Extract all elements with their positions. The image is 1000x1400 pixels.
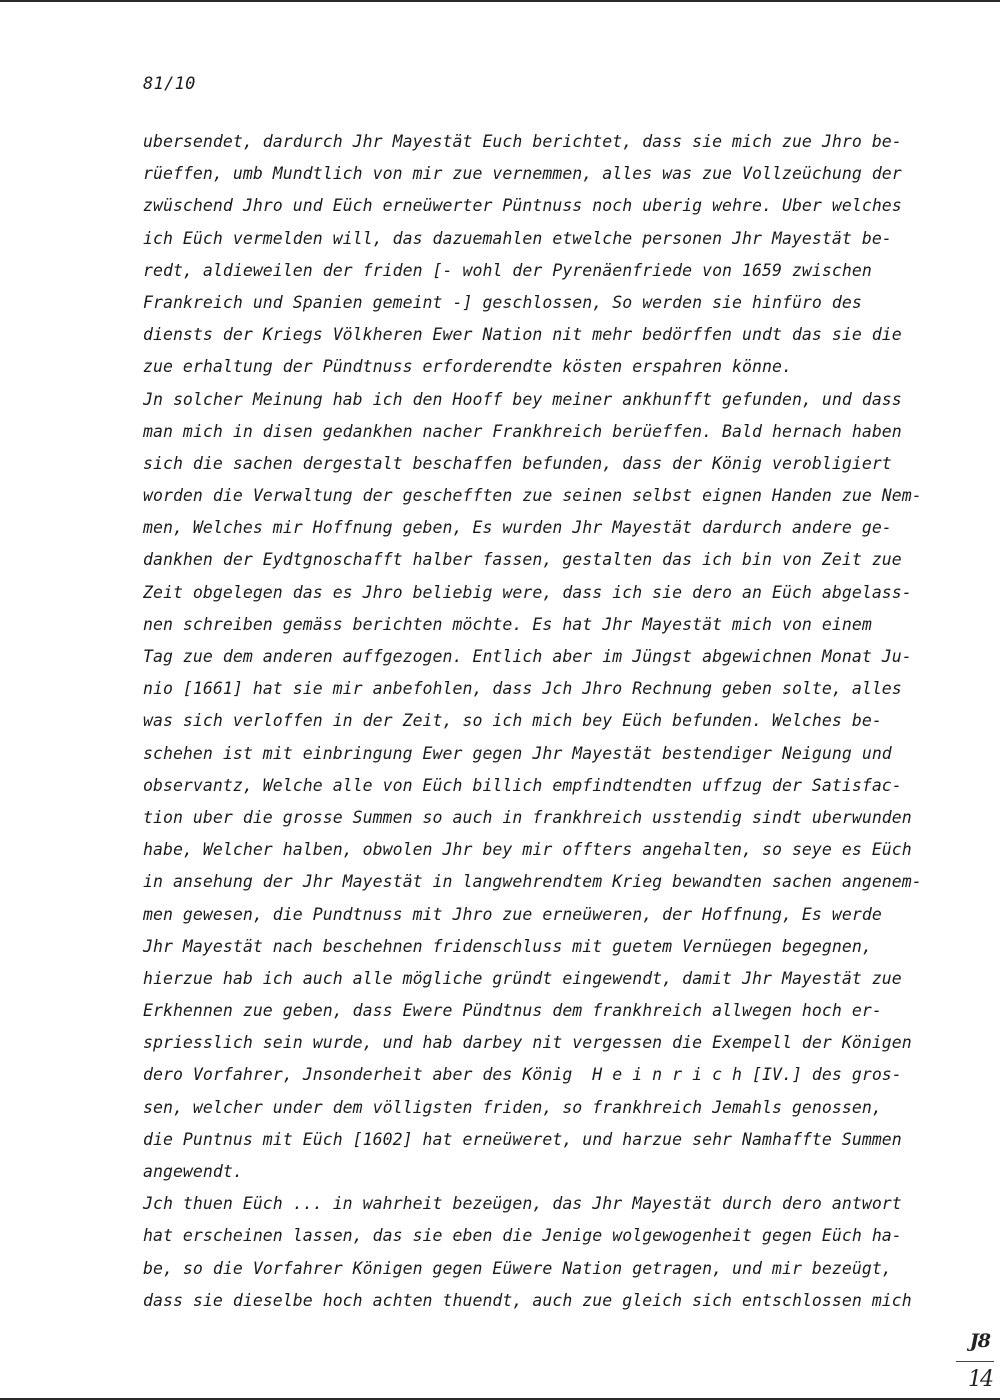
text-line-24: in ansehung der Jhr Mayestät in langwehrendtem Krieg bewandten sachen angenem-: [143, 872, 922, 892]
archive-stamp: [954, 1330, 994, 1392]
text-line-10: man mich in disen gedankhen nacher Frankhreich berüeffen. Bald hernach haben: [143, 421, 902, 441]
document-body: [143, 126, 933, 1317]
text-line-35: hat erscheinen lassen, das sie eben die Jenige wolgewogenheit gegen Eüch ha-: [143, 1226, 902, 1246]
text-line-32: die Puntnus mit Eüch [1602] hat erneüweret, und harzue sehr Namhaffte Summen: [143, 1129, 902, 1149]
text-line-17: Tag zue dem anderen auffgezogen. Entlich aber im Jüngst abgewichnen Monat Ju-: [143, 647, 912, 666]
text-line-25: men gewesen, die Pundtnuss mit Jhro zue erneüweren, der Hoffnung, Es werde: [143, 904, 882, 924]
text-line-28: Erkhennen zue geben, dass Ewere Pündtnus dem frankhreich allwegen hoch er-: [143, 1001, 882, 1021]
archive-stamp-divider: [956, 1361, 994, 1362]
text-line-8: zue erhaltung der Pündtnuss erforderendte kösten erspahren könne.: [143, 357, 792, 377]
text-line-18: nio [1661] hat sie mir anbefohlen, dass Jch Jhro Rechnung geben solte, alles: [143, 679, 902, 699]
text-line-31: sen, welcher under dem völligsten friden, so frankhreich Jemahls genossen,: [143, 1097, 882, 1117]
text-line-29: spriesslich sein wurde, und hab darbey nit vergessen die Exempell der Königen: [143, 1033, 912, 1053]
text-line-36: be, so die Vorfahrer Königen gegen Eüwere Nation getragen, und mir bezeügt,: [143, 1258, 892, 1278]
text-line-5: redt, aldieweilen der friden [- wohl der Pyrenäenfriede von 1659 zwischen: [143, 260, 872, 280]
archive-stamp-top: J8: [969, 1330, 990, 1352]
text-line-34: Jch thuen Eüch ... in wahrheit bezeügen, das Jhr Mayestät durch dero antwort: [143, 1194, 902, 1214]
text-line-33: angewendt.: [143, 1162, 243, 1181]
text-line-9: Jn solcher Meinung hab ich den Hooff bey meiner ankhunfft gefunden, und dass: [143, 389, 902, 409]
text-line-26: Jhr Mayestät nach beschehnen fridenschluss mit guetem Vernüegen begegnen,: [143, 936, 872, 956]
text-line-12: worden die Verwaltung der geschefften zue seinen selbst eignen Handen zue Nem-: [143, 486, 922, 506]
text-line-37: dass sie dieselbe hoch achten thuendt, auch zue gleich sich entschlossen mich: [143, 1290, 912, 1310]
text-line-13: men, Welches mir Hoffnung geben, Es wurden Jhr Mayestät dardurch andere ge-: [143, 518, 892, 538]
page-number: 81/10: [143, 74, 196, 94]
text-line-2: rüeffen, umb Mundtlich von mir zue vernemmen, alles was zue Vollzeüchung der: [143, 164, 902, 184]
text-line-30: dero Vorfahrer, Jnsonderheit aber des König H e i n r i c h [IV.] des gros-: [143, 1065, 902, 1085]
text-line-6: Frankreich und Spanien gemeint -] geschlossen, So werden sie hinfüro des: [143, 292, 862, 312]
text-line-20: schehen ist mit einbringung Ewer gegen Jhr Mayestät bestendiger Neigung und: [143, 743, 892, 763]
text-line-16: nen schreiben gemäss berichten möchte. Es hat Jhr Mayestät mich von einem: [143, 614, 872, 634]
text-line-23: habe, Welcher halben, obwolen Jhr bey mir offters angehalten, so seye es Eüch: [143, 840, 912, 860]
text-line-19: was sich verloffen in der Zeit, so ich mich bey Eüch befunden. Welches be-: [143, 711, 882, 731]
page-top-border: [0, 0, 1000, 2]
text-line-27: hierzue hab ich auch alle mögliche gründt eingewendt, damit Jhr Mayestät zue: [143, 968, 902, 988]
text-line-14: dankhen der Eydtgnoschafft halber fassen, gestalten das ich bin von Zeit zue: [143, 550, 902, 570]
text-line-1: ubersendet, dardurch Jhr Mayestät Euch berichtet, dass sie mich zue Jhro be-: [143, 132, 902, 151]
text-line-3: zwüschend Jhro und Eüch erneüwerter Püntnuss noch uberig wehre. Uber welches: [143, 196, 902, 216]
text-line-11: sich die sachen dergestalt beschaffen befunden, dass der König verobligiert: [143, 453, 892, 473]
archive-stamp-bottom: 14: [968, 1367, 992, 1392]
text-line-15: Zeit obgelegen das es Jhro beliebig were, dass ich sie dero an Eüch abgelass-: [143, 582, 912, 602]
text-line-4: ich Eüch vermelden will, das dazuemahlen etwelche personen Jhr Mayestät be-: [143, 228, 892, 248]
text-line-21: observantz, Welche alle von Eüch billich empfindtendten uffzug der Satisfac-: [143, 775, 902, 795]
text-line-22: tion uber die grosse Summen so auch in frankhreich usstendig sindt uberwunden: [143, 807, 912, 827]
text-line-7: diensts der Kriegs Völkheren Ewer Nation nit mehr bedörffen undt das sie die: [143, 325, 902, 345]
